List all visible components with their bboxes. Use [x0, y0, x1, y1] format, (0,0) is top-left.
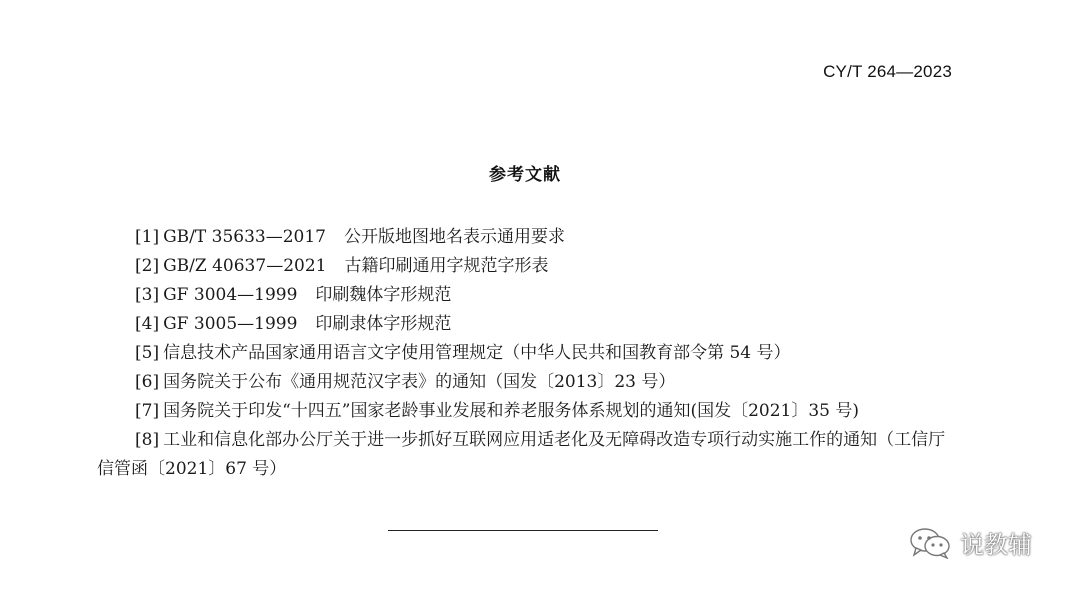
reference-number: [4] [135, 314, 160, 334]
watermark [908, 525, 1032, 560]
reference-item [97, 397, 957, 426]
reference-item [97, 252, 957, 281]
reference-number: [7] [135, 401, 160, 421]
reference-title: 印刷魏体字形规范 [315, 285, 452, 305]
reference-code: GF 3004—1999 [163, 285, 298, 305]
reference-title: 国务院关于印发“十四五”国家老龄事业发展和养老服务体系规划的通知(国发〔2021〕35 号) [163, 401, 860, 421]
reference-item [97, 281, 957, 310]
reference-title: 印刷隶体字形规范 [315, 314, 452, 334]
reference-number: [2] [135, 256, 160, 276]
reference-item [97, 368, 957, 397]
reference-title: 古籍印刷通用字规范字形表 [344, 256, 549, 276]
reference-list [97, 223, 957, 484]
watermark-label: 说教辅 [960, 531, 1032, 559]
reference-code: GF 3005—1999 [163, 314, 298, 334]
reference-title: 国务院关于公布《通用规范汉字表》的通知（国发〔2013〕23 号） [163, 372, 676, 392]
page-title: 参考文献 [489, 165, 561, 185]
reference-code: GB/Z 40637—2021 [163, 256, 327, 276]
reference-number: [8] [135, 430, 160, 450]
reference-item [97, 223, 957, 252]
reference-title: 信息技术产品国家通用语言文字使用管理规定（中华人民共和国教育部令第 54 号） [163, 343, 791, 363]
reference-code: GB/T 35633—2017 [163, 227, 326, 247]
reference-number: [6] [135, 372, 160, 392]
reference-item [97, 339, 957, 368]
reference-title: 工业和信息化部办公厅关于进一步抓好互联网应用适老化及无障碍改造专项行动实施工作的通知（工信厅信管函〔2021〕67 号） [97, 430, 946, 479]
reference-number: [1] [135, 227, 160, 247]
reference-number: [3] [135, 285, 160, 305]
footnote-divider [388, 530, 658, 531]
reference-item [97, 426, 957, 484]
standard-code: CY/T 264—2023 [823, 62, 952, 81]
reference-number: [5] [135, 343, 160, 363]
reference-item [97, 310, 957, 339]
wechat-icon [908, 527, 952, 559]
reference-title: 公开版地图地名表示通用要求 [343, 227, 565, 247]
